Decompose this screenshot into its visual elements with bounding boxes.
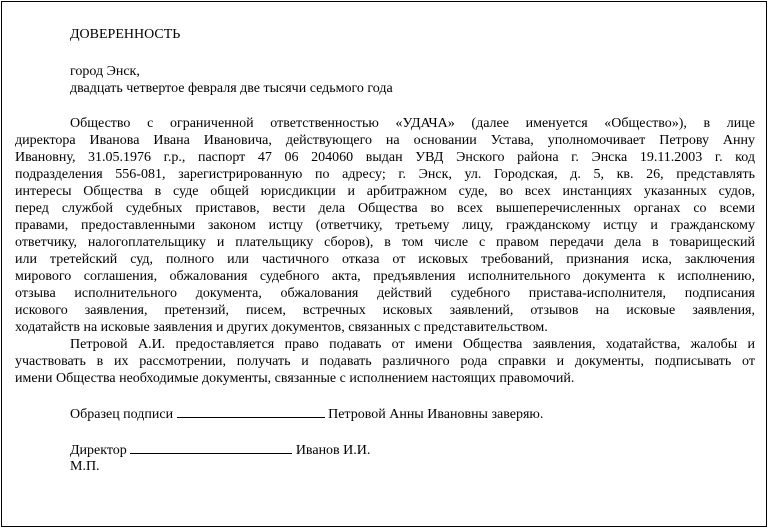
body-line: перед службой судебных приставов, вести дела Общества во всех вышеперечисленных органах со всеми: [15, 201, 755, 216]
body-line: мирового соглашения, обжалования судебного акта, предъявления исполнительного документа к исполнению,: [15, 269, 755, 284]
body-line: Петровой А.И. предоставляется право подавать от имени Общества заявления, ходатайства, жалобы и: [70, 337, 755, 352]
body-line: правами, предоставленными законом истцу (ответчику, третьему лицу, гражданскому истцу и гражданскому: [15, 218, 755, 233]
document-city: город Энск,: [70, 64, 140, 79]
signature-sample-suffix: Петровой Анны Ивановны заверяю.: [328, 407, 544, 422]
document-title: ДОВЕРЕННОСТЬ: [70, 27, 181, 42]
body-line: Ивановну, 31.05.1976 г.р., паспорт 47 06 204060 выдан УВД Энского района г. Энска 19.11.2003 г. код: [15, 150, 755, 165]
body-line: Общество с ограниченной ответственностью «УДАЧА» (далее именуется «Общество»), в лице: [70, 116, 755, 131]
body-line: директора Иванова Ивана Ивановича, действующего на основании Устава, уполномочивает Петрову Анну: [15, 133, 755, 148]
body-line: ответчику, налогоплательщику и плательщику сборов), в том числе с правом передачи дела в товарищеский: [15, 235, 755, 250]
body-line: интересы Общества в суде общей юрисдикции и арбитражном суде, во всех инстанциях указанных судов,: [15, 184, 755, 199]
director-label: Директор: [70, 443, 127, 458]
director-line: [70, 441, 370, 459]
body-line: отзыва исполнительного документа, обжалования действий судебного пристава-исполнителя, подписания: [15, 286, 755, 301]
body-line: подразделения 556-081, зарегистрированную по адресу; г. Энск, ул. Городская, д. 5, кв. 26, представлять: [15, 167, 755, 182]
signature-sample-line: [70, 405, 543, 423]
signature-blank: [177, 405, 325, 418]
body-line: искового заявления, претензий, писем, встречных исковых заявлений, отзывов на исковые заявления,: [15, 303, 755, 318]
signature-sample-label: Образец подписи: [70, 407, 174, 422]
body-line: или третейский суд, полного или частичного отказа от исковых требований, признания иска, заключения: [15, 252, 755, 267]
body-line: участвовать в их рассмотрении, получать и подавать различного рода справки и документы, подписывать от: [15, 354, 755, 369]
body-line: ходатайств на исковые заявления и других документов, связанных с представительством.: [15, 320, 548, 335]
seal-mark: М.П.: [70, 459, 100, 474]
document-page: [1, 1, 767, 527]
director-signature-blank: [130, 441, 292, 454]
body-line: имени Общества необходимые документы, связанные с исполнением настоящих правомочий.: [15, 371, 575, 386]
director-name: Иванов И.И.: [295, 443, 371, 458]
document-date: двадцать четвертое февраля две тысячи седьмого года: [70, 81, 393, 96]
